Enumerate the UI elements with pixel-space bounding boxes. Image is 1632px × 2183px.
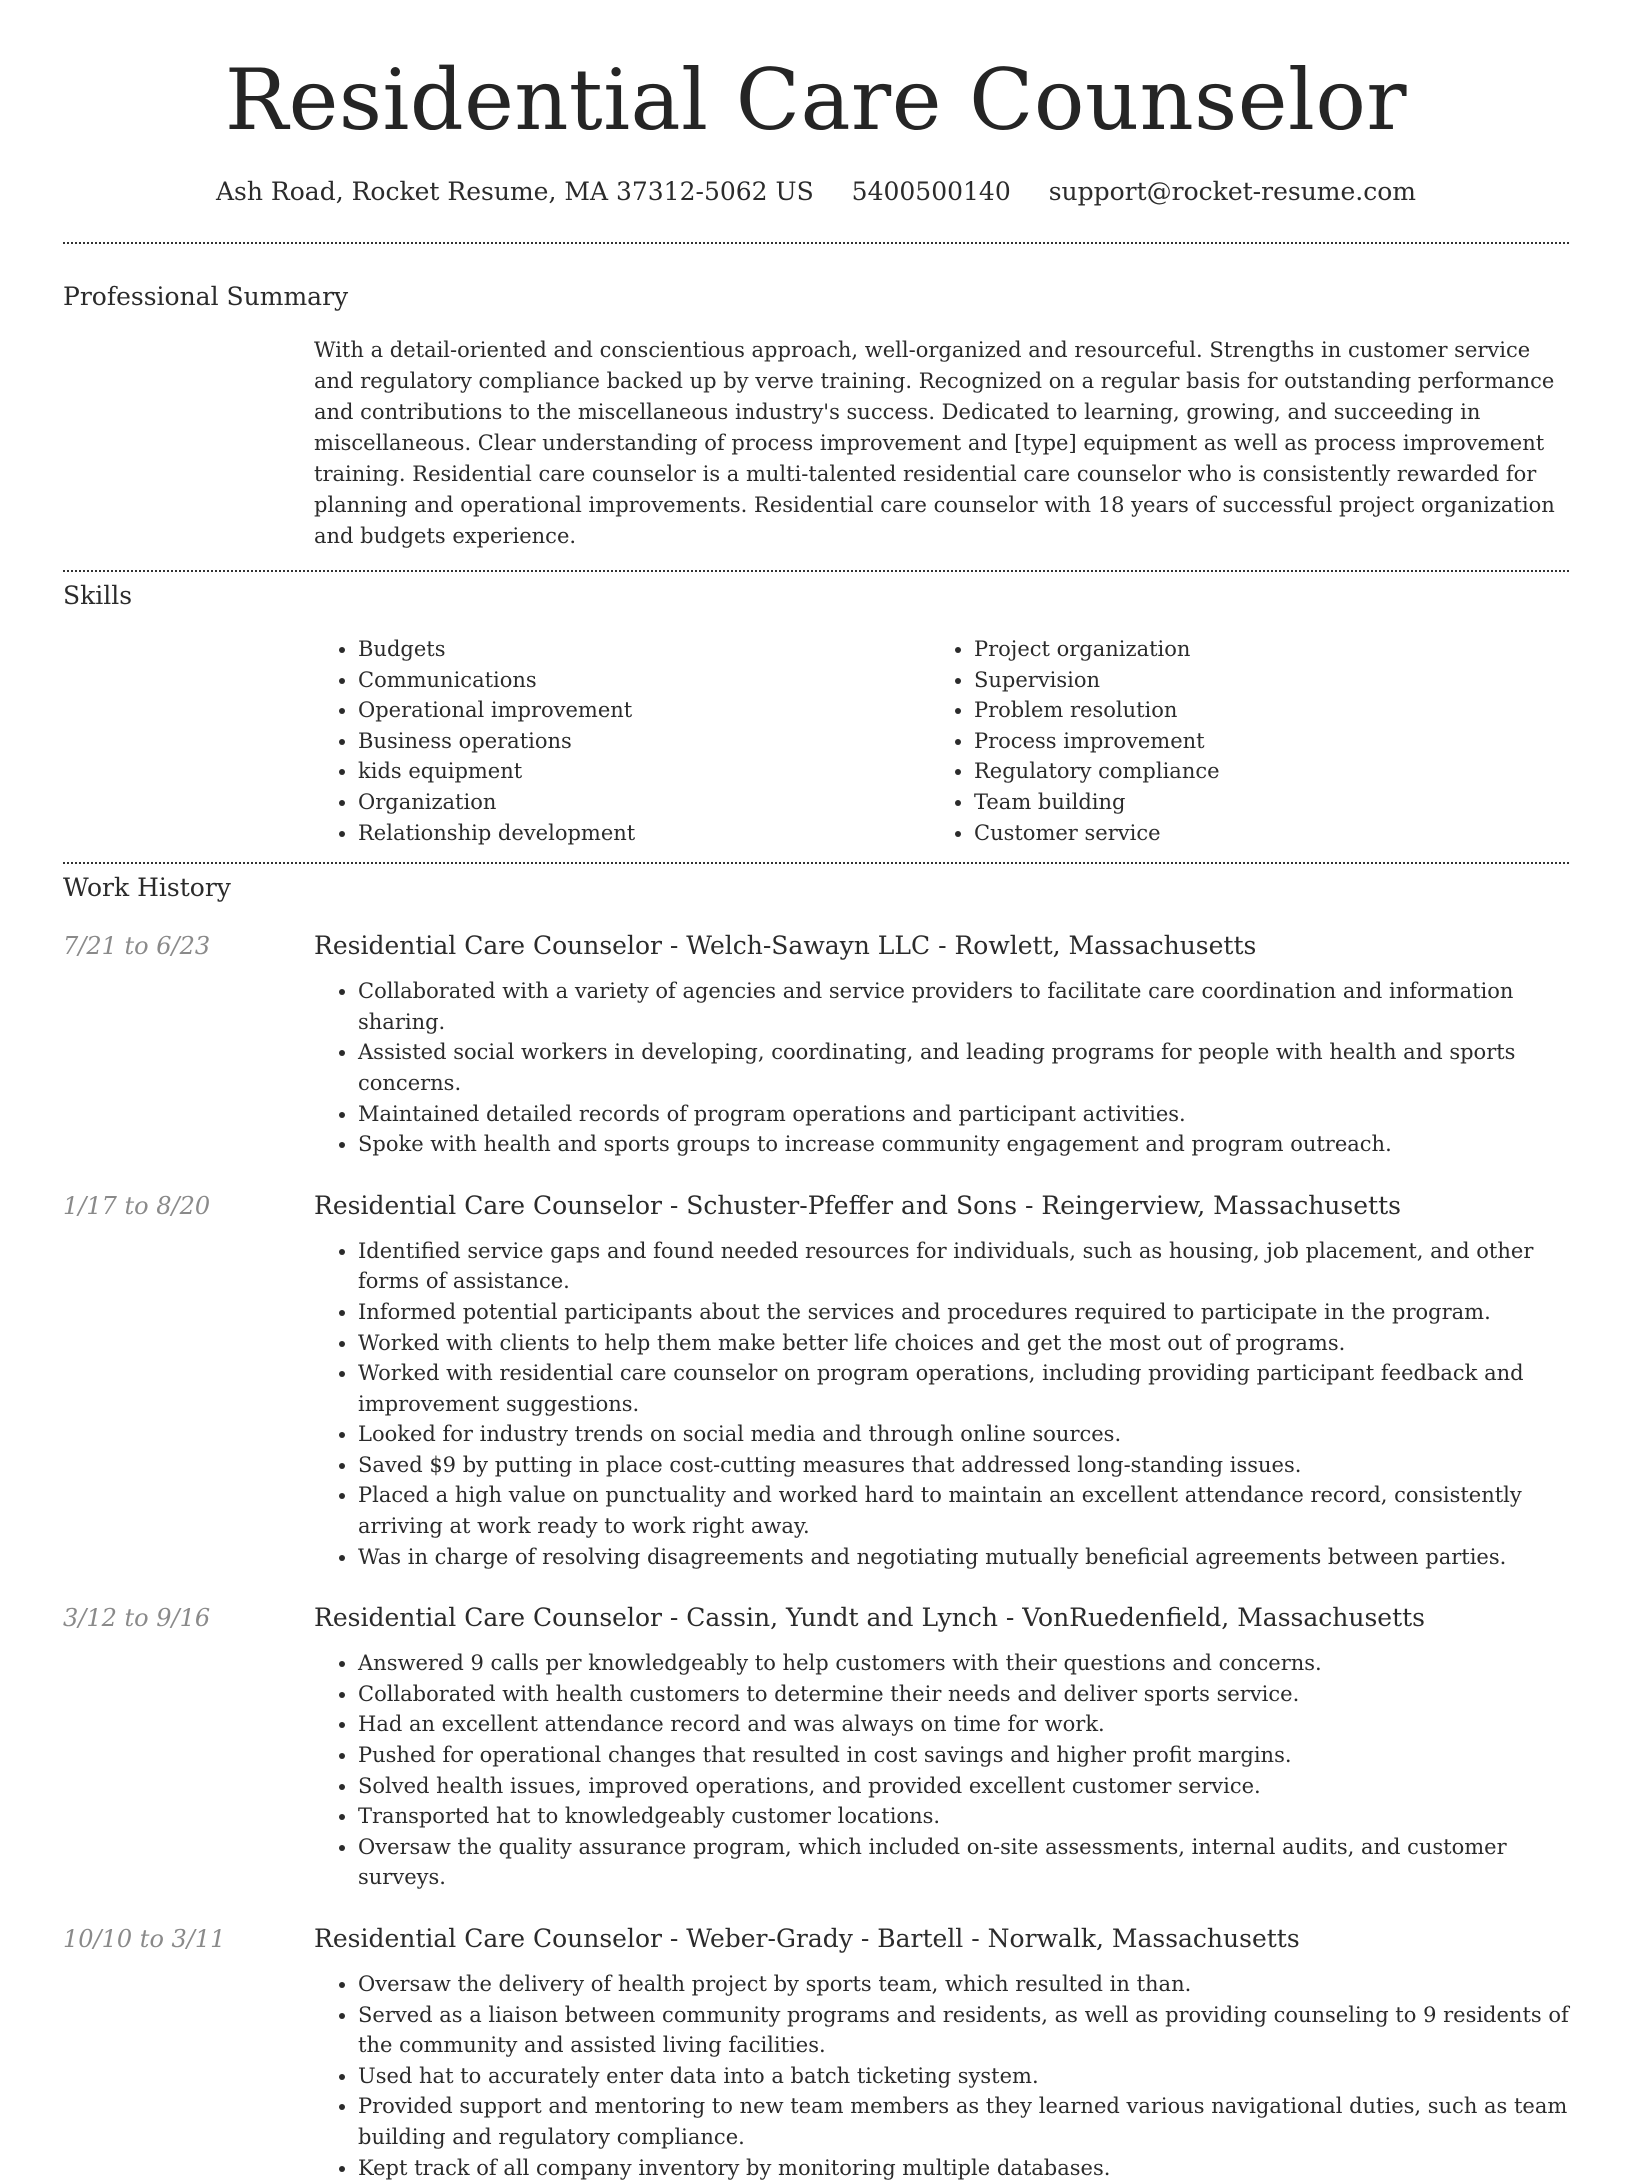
job-bullet: • Worked with clients to help them make better life choices and get the most out of programs. <box>358 1328 1569 1359</box>
job-bullet: • Solved health issues, improved operations, and provided excellent customer service. <box>358 1771 1569 1802</box>
skill-item: • Business operations <box>358 726 930 757</box>
job-bullet: • Provided support and mentoring to new team members as they learned various navigational duties, such as team building and regulatory compliance. <box>358 2091 1569 2152</box>
job-bullet: • Maintained detailed records of program operations and participant activities. <box>358 1099 1569 1130</box>
work-history-section <box>0 864 1632 2183</box>
skills-section <box>0 572 1632 848</box>
skill-item: • Budgets <box>358 634 930 665</box>
job-heading: Residential Care Counselor - Cassin, Yundt and Lynch - VonRuedenfield, Massachusetts <box>314 1603 1426 1633</box>
job-bullet: • Transported hat to knowledgeably customer locations. <box>358 1801 1569 1832</box>
contact-line <box>0 176 1632 208</box>
skill-item: • Operational improvement <box>358 695 930 726</box>
job-bullet: • Looked for industry trends on social media and through online sources. <box>358 1419 1569 1450</box>
skills-list-right <box>930 634 1546 848</box>
job-header <box>0 1923 1632 1955</box>
job-bullets <box>0 1969 1632 2183</box>
summary-text: With a detail-oriented and conscientious approach, well-organized and resourceful. Strengths in customer service and regulatory compliance backed up by verve training. Recognized on a regular basis for outstanding performance and contributions to the miscellaneous industry's success. Dedicated to learning, growing, and succeeding in miscellaneous. Clear understanding of process improvement and [type] equipment as well as process improvement training. Residential care counselor is a multi-talented residential care counselor who is consistently rewarded for planning and operational improvements. Residential care counselor with 18 years of successful project organization and budgets experience. <box>314 338 1555 548</box>
job-bullet: • Spoke with health and sports groups to increase community engagement and program outreach. <box>358 1129 1569 1160</box>
candidate-name: Residential Care Counselor <box>224 51 1408 149</box>
work-history-title: Work History <box>63 873 231 903</box>
job-bullet: • Answered 9 calls per knowledgeably to help customers with their questions and concerns. <box>358 1648 1569 1679</box>
job-header <box>0 930 1632 962</box>
job-bullet: • Collaborated with a variety of agencies and service providers to facilitate care coordination and information sharing. <box>358 976 1569 1037</box>
job-bullet: • Was in charge of resolving disagreements and negotiating mutually beneficial agreements between parties. <box>358 1542 1569 1573</box>
job-dates: 7/21 to 6/23 <box>63 932 211 961</box>
skill-item: • Regulatory compliance <box>974 756 1546 787</box>
job-bullet: • Collaborated with health customers to determine their needs and deliver sports service. <box>358 1679 1569 1710</box>
skill-item: • kids equipment <box>358 756 930 787</box>
summary-title: Professional Summary <box>63 282 349 311</box>
job-heading: Residential Care Counselor - Welch-Sawayn LLC - Rowlett, Massachusetts <box>314 931 1257 961</box>
job-bullet: • Saved $9 by putting in place cost-cutting measures that addressed long-standing issues. <box>358 1450 1569 1481</box>
skill-item: • Process improvement <box>974 726 1546 757</box>
skills-title: Skills <box>63 581 133 610</box>
skill-item: • Communications <box>358 665 930 696</box>
contact-email: support@rocket-resume.com <box>1048 177 1416 206</box>
job-dates: 3/12 to 9/16 <box>63 1604 211 1633</box>
job-heading: Residential Care Counselor - Schuster-Pfeffer and Sons - Reingerview, Massachusetts <box>314 1190 1401 1220</box>
skill-item: • Organization <box>358 787 930 818</box>
job-bullets <box>0 976 1632 1160</box>
contact-address: Ash Road, Rocket Resume, MA 37312-5062 US <box>216 177 814 206</box>
job-bullet: • Placed a high value on punctuality and worked hard to maintain an excellent attendance record, consistently arriving at work ready to work right away. <box>358 1480 1569 1541</box>
skills-list-left <box>314 634 930 848</box>
job-dates: 1/17 to 8/20 <box>63 1191 211 1220</box>
job-heading: Residential Care Counselor - Weber-Grady - Bartell - Norwalk, Massachusetts <box>314 1924 1300 1953</box>
job-entry <box>0 1923 1632 2183</box>
job-bullet: • Served as a liaison between community programs and residents, as well as providing counseling to 9 residents of the community and assisted living facilities. <box>358 2000 1569 2061</box>
job-bullets <box>0 1236 1632 1573</box>
job-bullet: • Informed potential participants about the services and procedures required to participate in the program. <box>358 1297 1569 1328</box>
skill-item: • Project organization <box>974 634 1546 665</box>
resume-header <box>0 0 1632 208</box>
skill-item: • Customer service <box>974 818 1546 849</box>
skill-item: • Team building <box>974 787 1546 818</box>
job-dates: 10/10 to 3/11 <box>63 1925 226 1953</box>
job-bullet: • Pushed for operational changes that resulted in cost savings and higher profit margins. <box>358 1740 1569 1771</box>
job-bullet: • Worked with residential care counselor on program operations, including providing participant feedback and improvement suggestions. <box>358 1358 1569 1419</box>
job-bullet: • Oversaw the quality assurance program, which included on-site assessments, internal audits, and customer surveys. <box>358 1832 1569 1893</box>
summary-section <box>0 244 1632 552</box>
job-bullet: • Assisted social workers in developing, coordinating, and leading programs for people with health and sports concerns. <box>358 1037 1569 1098</box>
job-entry <box>0 930 1632 1160</box>
skill-item: • Relationship development <box>358 818 930 849</box>
skills-columns <box>0 634 1632 848</box>
job-bullet: • Oversaw the delivery of health project by sports team, which resulted in than. <box>358 1969 1569 2000</box>
contact-phone: 5400500140 <box>851 177 1011 206</box>
job-entry <box>0 1190 1632 1573</box>
job-header <box>0 1602 1632 1634</box>
skill-item: • Problem resolution <box>974 695 1546 726</box>
job-bullets <box>0 1648 1632 1893</box>
job-header <box>0 1190 1632 1222</box>
job-bullet: • Identified service gaps and found needed resources for individuals, such as housing, job placement, and other forms of assistance. <box>358 1236 1569 1297</box>
skill-item: • Supervision <box>974 665 1546 696</box>
job-entry <box>0 1602 1632 1893</box>
job-bullet: • Kept track of all company inventory by monitoring multiple databases. <box>358 2153 1569 2183</box>
job-bullet: • Used hat to accurately enter data into a batch ticketing system. <box>358 2061 1569 2092</box>
job-bullet: • Had an excellent attendance record and was always on time for work. <box>358 1709 1569 1740</box>
